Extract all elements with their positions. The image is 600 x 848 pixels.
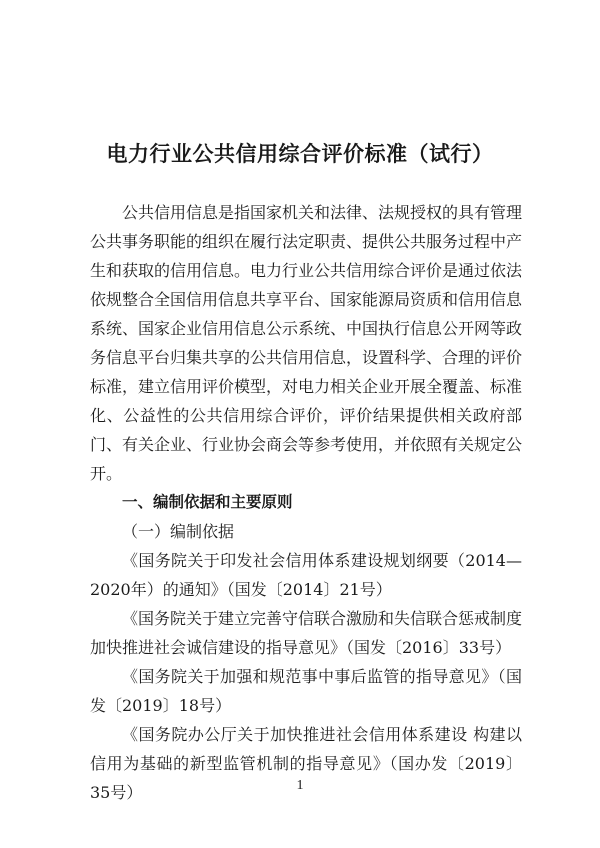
subsection-heading: （一）编制依据	[122, 522, 235, 541]
document-title: 电力行业公共信用综合评价标准（试行）	[106, 142, 494, 166]
reference-item: 《国务院办公厅关于加快推进社会信用体系建设 构建以信用为基础的新型监管机制的指导意见》（国办发〔2019〕35号）	[90, 725, 522, 802]
reference-item: 《国务院关于印发社会信用体系建设规划纲要（2014—2020年）的通知》（国发〔2014〕21号）	[90, 551, 522, 599]
reference-item: 《国务院关于建立完善守信联合激励和失信联合惩戒制度加快推进社会诚信建设的指导意见》（国发〔2016〕33号）	[90, 609, 523, 657]
reference-item: 《国务院关于加强和规范事中事后监管的指导意见》（国发〔2019〕18号）	[90, 667, 522, 715]
intro-paragraph: 公共信用信息是指国家机关和法律、法规授权的具有管理公共事务职能的组织在履行法定职责、提供公共服务过程中产生和获取的信用信息。电力行业公共信用综合评价是通过依法依规整合全国信用信息共享平台、国家能源局资质和信用信息系统、国家企业信用信息公示系统、中国执行信息公开网等政务信息平台归集共享的公共信用信息，设置科学、合理的评价标准，建立信用评价模型，对电力相关企业开展全覆盖、标准化、公益性的公共信用综合评价，评价结果提供相关政府部门、有关企业、行业协会商会等参考使用，并依照有关规定公开。	[90, 203, 523, 483]
section-heading: 一、编制依据和主要原则	[122, 493, 293, 511]
document-body	[90, 198, 522, 807]
page-number: 1	[296, 778, 304, 793]
